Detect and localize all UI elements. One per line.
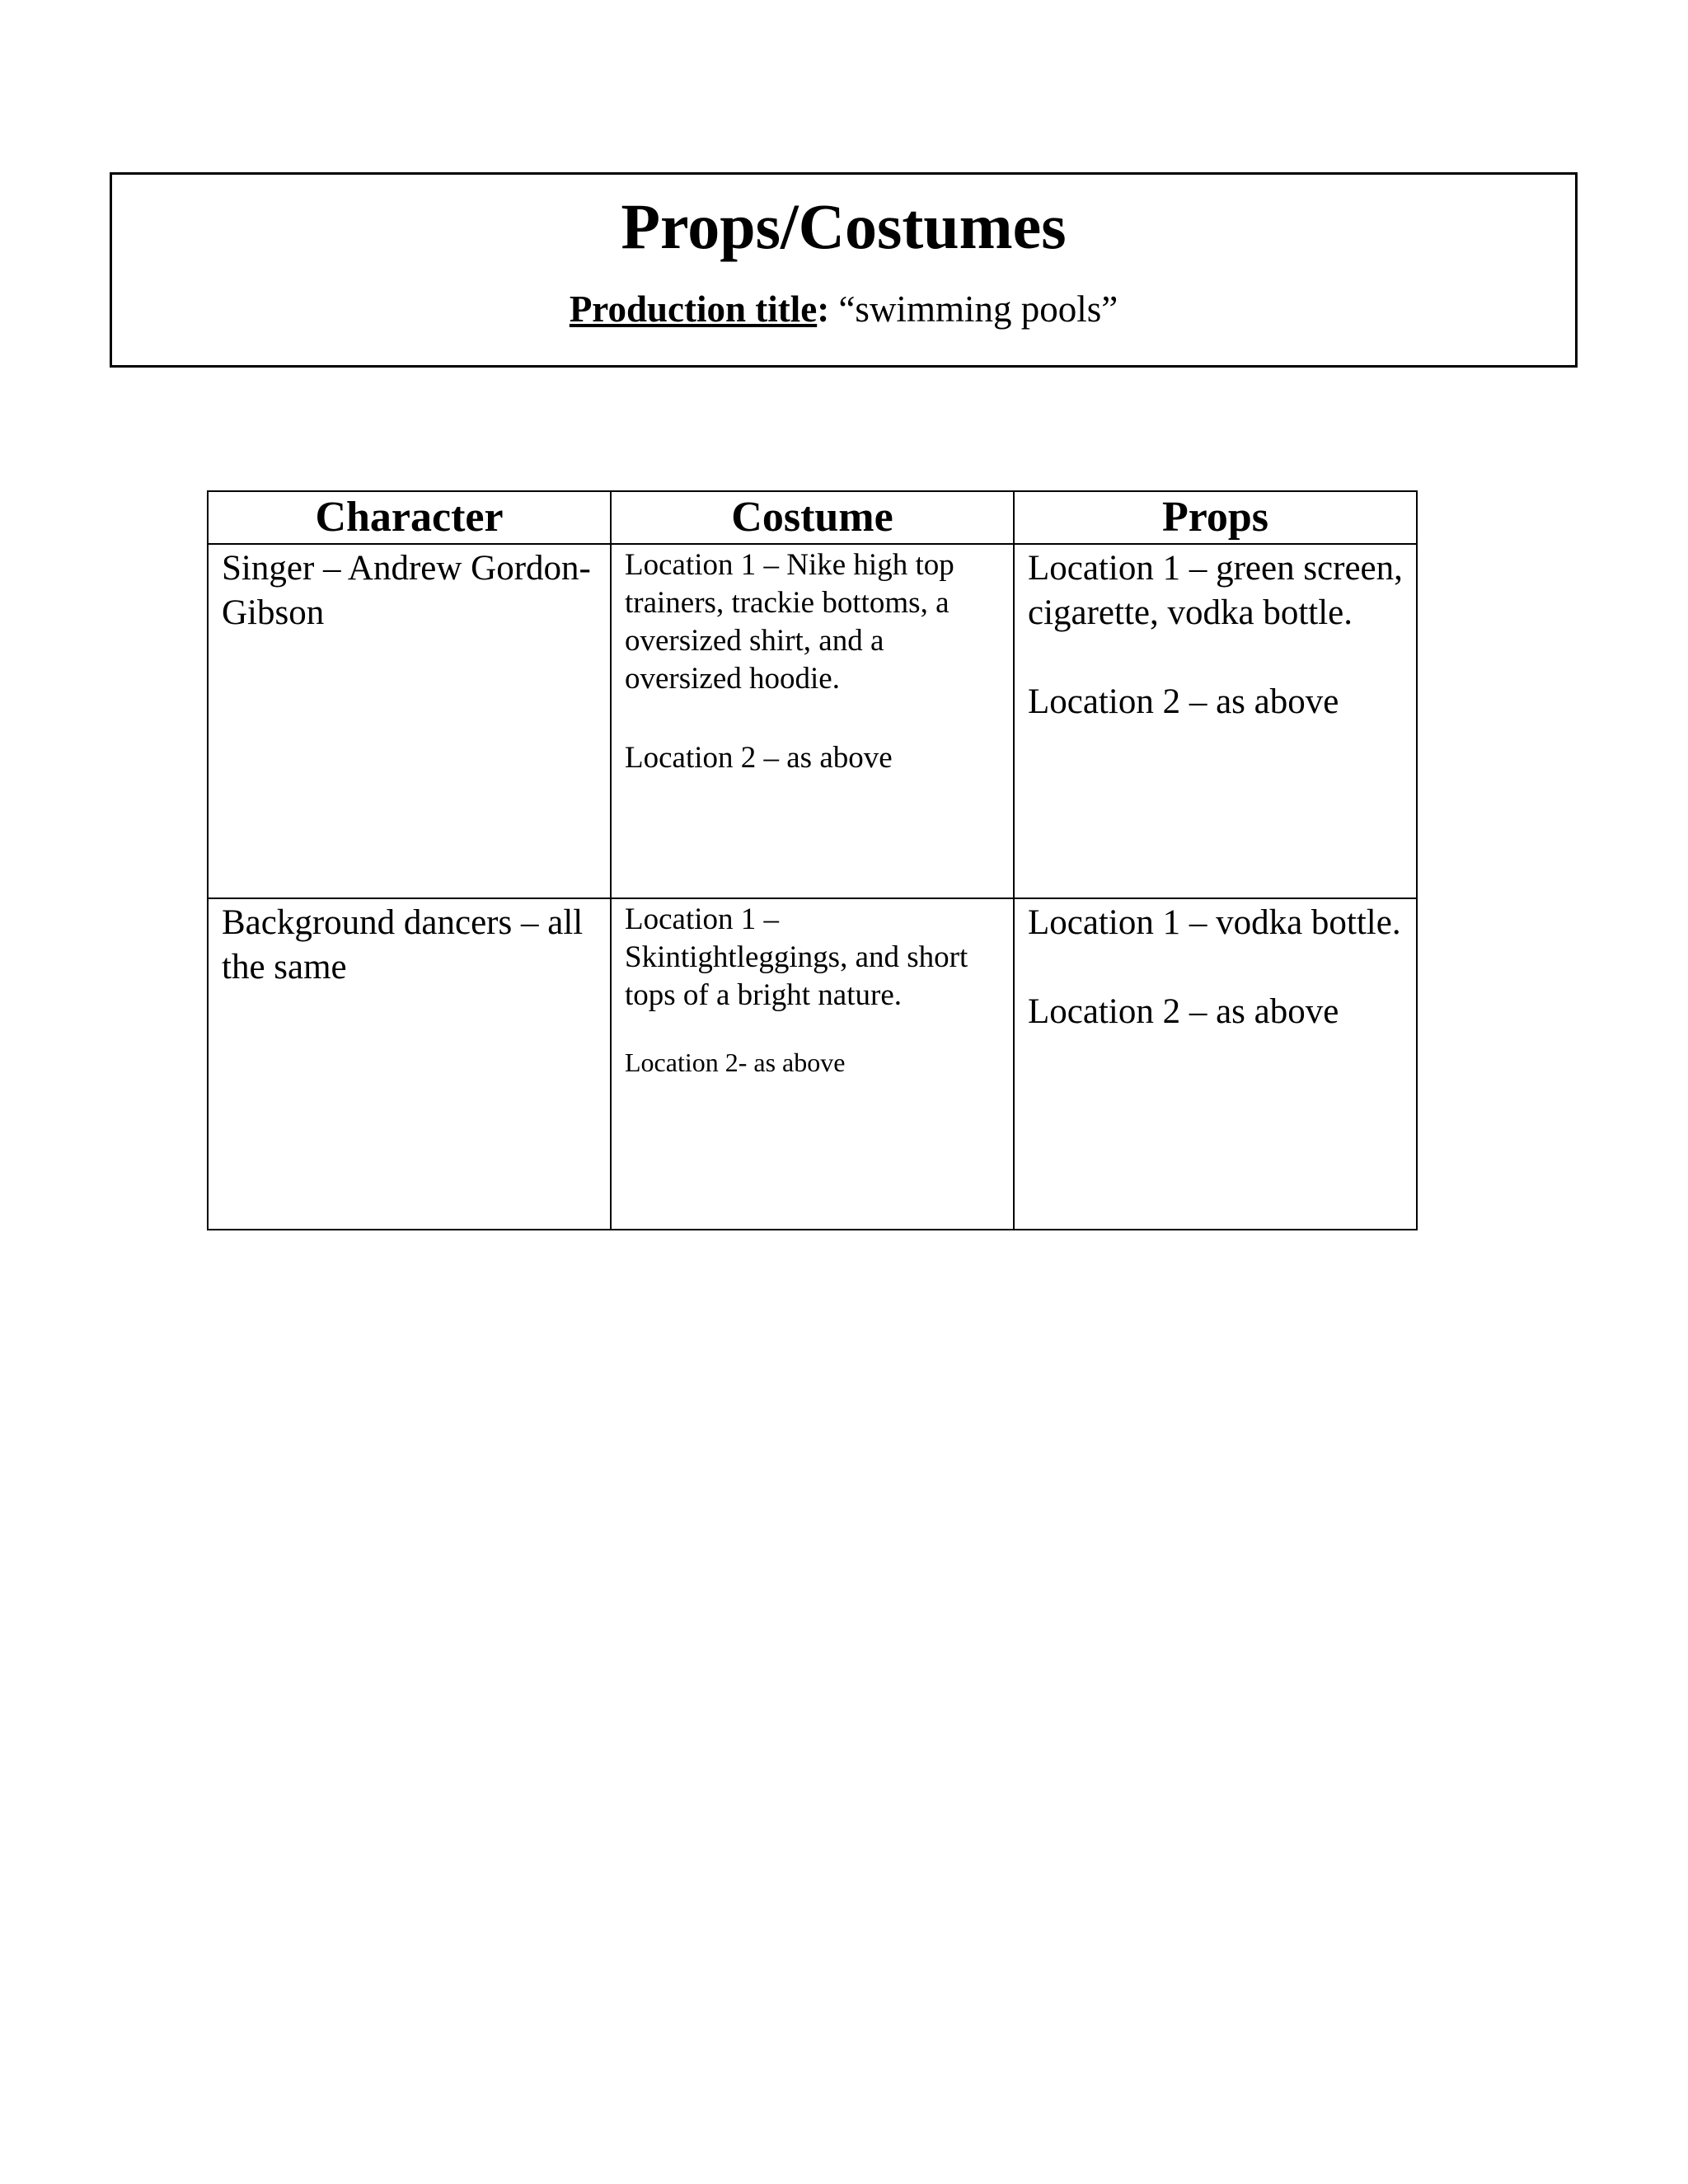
column-header-character: Character bbox=[208, 491, 611, 544]
props-location-2: Location 2 – as above bbox=[1028, 992, 1339, 1031]
page-title: Props/Costumes bbox=[621, 190, 1067, 262]
costume-cell bbox=[611, 898, 1014, 1230]
costume-location-2: Location 2 – as above bbox=[625, 741, 893, 775]
table-row bbox=[208, 544, 1417, 898]
props-cell bbox=[1014, 544, 1417, 898]
costume-location-1: Location 1 – Nike high top trainers, trackie bottoms, a oversized shirt, and a oversized hoodie. bbox=[625, 548, 954, 696]
production-title-label: Production title bbox=[569, 288, 818, 330]
paragraph-spacer bbox=[625, 1015, 1001, 1046]
paragraph-spacer bbox=[1028, 635, 1404, 680]
column-header-props: Props bbox=[1014, 491, 1417, 544]
costume-location-2: Location 2- as above bbox=[625, 1047, 846, 1077]
props-location-1: Location 1 – vodka bottle. bbox=[1028, 903, 1401, 942]
props-location-1: Location 1 – green screen, cigarette, vodka bottle. bbox=[1028, 549, 1403, 632]
table-header-row bbox=[208, 491, 1417, 544]
character-cell bbox=[208, 898, 611, 1230]
props-location-2: Location 2 – as above bbox=[1028, 682, 1339, 721]
paragraph-spacer bbox=[625, 698, 1001, 739]
character-name: Singer – Andrew Gordon- Gibson bbox=[222, 549, 591, 632]
production-title-line bbox=[112, 287, 1575, 331]
paragraph-spacer bbox=[1028, 945, 1404, 990]
character-name: Background dancers – all the same bbox=[222, 903, 584, 987]
column-header-costume: Costume bbox=[611, 491, 1014, 544]
costume-location-1: Location 1 – Skintightleggings, and short tops of a bright nature. bbox=[625, 902, 968, 1012]
props-cell bbox=[1014, 898, 1417, 1230]
costume-cell bbox=[611, 544, 1014, 898]
title-box bbox=[110, 172, 1578, 368]
character-cell bbox=[208, 544, 611, 898]
table-row bbox=[208, 898, 1417, 1230]
production-title-value: “swimming pools” bbox=[829, 288, 1118, 330]
props-costumes-table bbox=[207, 490, 1418, 1230]
production-title-colon: : bbox=[817, 288, 830, 330]
